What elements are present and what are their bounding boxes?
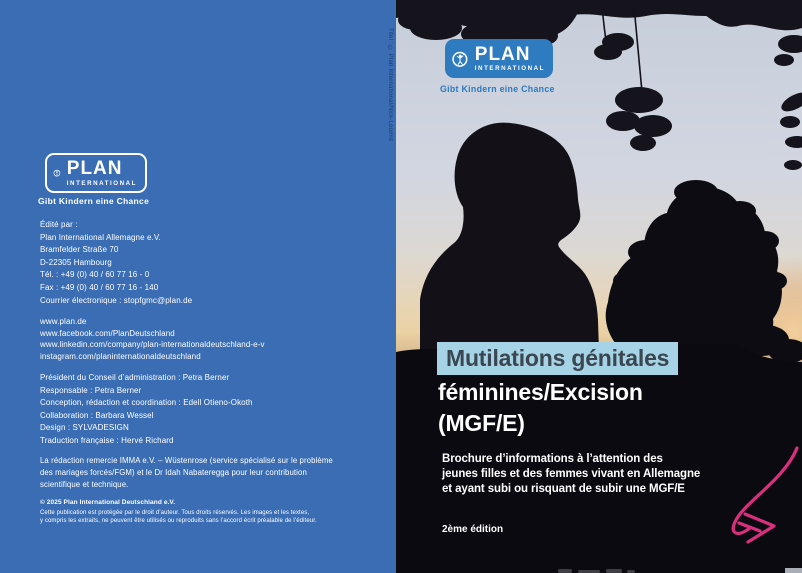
web-link: www.facebook.com/PlanDeutschland [40, 328, 175, 338]
plan-child-emblem-icon [53, 158, 61, 188]
plan-logo-text [67, 159, 137, 187]
plan-child-emblem-icon [451, 44, 469, 74]
web-link: instagram.com/planinternationaldeutschland [40, 351, 201, 361]
publisher-line: Courrier électronique : stopfgmc@plan.de [40, 295, 193, 305]
subtitle-line: Brochure d’informations à l’attention des [442, 453, 663, 465]
plan-logo-text [475, 45, 545, 73]
credit-line: Traduction française : Hervé Richard [40, 435, 174, 445]
subtitle-line: et ayant subi ou risquant de subir une MGF/E [442, 483, 685, 495]
subtitle-line: jeunes filles et des femmes vivant en Allemagne [442, 468, 701, 480]
publisher-line: Plan International Allemagne e.V. [40, 232, 161, 242]
photo-credit: Titel : © Plan International/Nick-Loomis [387, 28, 393, 142]
back-cover-page [0, 0, 396, 573]
logo-tagline-back: Gibt Kindern eine Chance [38, 196, 150, 206]
copyright-line: y compris les extraits, ne peuvent être utilisés ou reproduits sans l’accord écrit préalable de l’éditeur. [40, 518, 317, 524]
publisher-line: Bramfelder Straße 70 [40, 245, 119, 255]
acknowledgement-block [40, 455, 333, 490]
edition-label: 2ème édition [442, 524, 504, 535]
publisher-block [40, 219, 192, 307]
acknowledgement-line: des mariages forcés/FGM) et le Dr Idah Nabateregga pour leur contribution [40, 467, 307, 477]
credit-line: Conception, rédaction et coordination : Edell Otieno-Okoth [40, 398, 253, 407]
credits-block [40, 372, 253, 447]
cover-title-line2: féminines/Excision [438, 379, 643, 405]
publisher-line: D-22305 Hambourg [40, 257, 112, 267]
credit-line: Collaboration : Barbara Wessel [40, 410, 154, 420]
logo-tagline-front: Gibt Kindern eine Chance [440, 84, 555, 94]
cover-title-line3: (MGF/E) [438, 410, 525, 436]
publisher-line: Édité par : [40, 220, 78, 229]
publisher-line: Tél. : +49 (0) 40 / 60 77 16 - 0 [40, 270, 150, 280]
publisher-line: Fax : +49 (0) 40 / 60 77 16 - 140 [40, 282, 159, 292]
credit-line: Président du Conseil d’administration : Petra Berner [40, 373, 230, 382]
logo-subword: INTERNATIONAL [66, 179, 137, 187]
logo-subword: INTERNATIONAL [474, 65, 545, 73]
web-link: www.linkedin.com/company/plan-internationaldeutschland-e-v [40, 340, 265, 350]
copyright-line: Cette publication est protégée par le droit d’auteur. Tous droits réservés. Les images et les textes, [40, 510, 310, 516]
plan-logo-outline [45, 153, 147, 193]
plan-logo-solid [445, 39, 553, 78]
logo-word: PLAN [474, 43, 531, 65]
credit-line: Design : SYLVADESIGN [40, 423, 129, 432]
curved-arrow-icon [712, 444, 802, 562]
credit-line: Responsable : Petra Berner [40, 385, 142, 395]
acknowledgement-line: scientifique et technique. [40, 479, 129, 489]
copyright-block [40, 499, 317, 525]
front-cover-page [396, 0, 802, 573]
acknowledgement-line: La rédaction remercie IMMA e.V. – Wüstenrose (service spécialisé sur le problème [40, 456, 333, 465]
copyright-title: © 2025 Plan International Deutschland e.V. [40, 499, 176, 506]
cover-subtitle [442, 452, 700, 497]
logo-word: PLAN [66, 158, 123, 180]
corner-artifact [785, 568, 802, 573]
web-link: www.plan.de [40, 317, 87, 326]
web-links-block [40, 316, 265, 362]
cover-title-line1: Mutilations génitales [437, 342, 678, 375]
